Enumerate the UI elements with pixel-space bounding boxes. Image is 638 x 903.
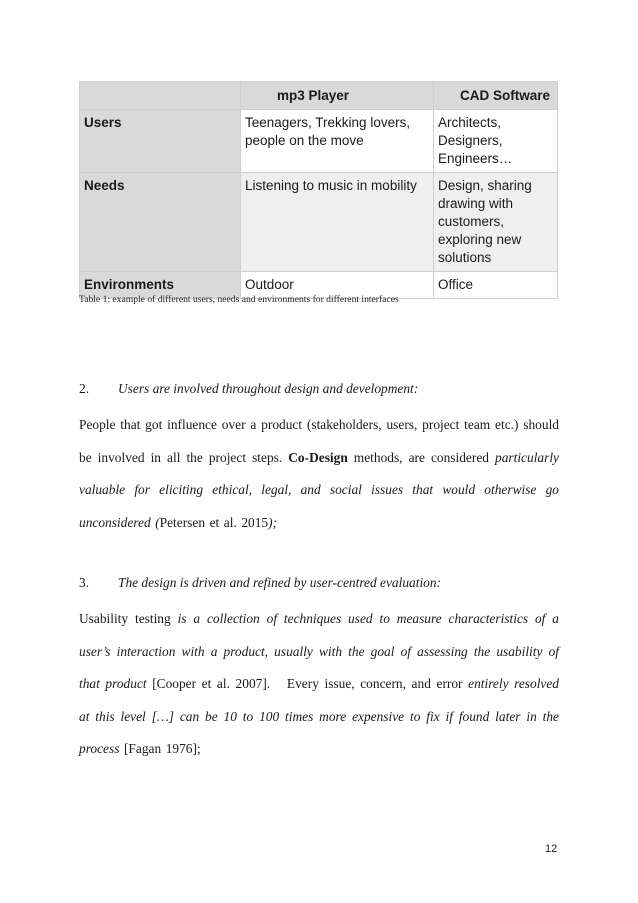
section-3-text-3: [Fagan 1976]; (119, 741, 201, 756)
table-row (80, 173, 558, 272)
table-header-cad: CAD Software (434, 82, 558, 110)
cell-needs-cad: Design, sharing drawing with customers, exploring new solutions (434, 173, 558, 272)
section-2-text-1: People that got influence over a product (stakeholders, users, project team etc.) should be involved in all the project steps. (79, 417, 559, 465)
cell-needs-mp3: Listening to music in mobility (241, 173, 434, 272)
table-header-empty (80, 82, 241, 110)
section-2-citation: Petersen et al. 2015 (159, 514, 269, 530)
cell-users-cad: Architects, Designers, Engineers… (434, 110, 558, 173)
table-header-mp3: mp3 Player (241, 82, 434, 110)
cell-environments-cad: Office (434, 272, 558, 299)
section-2-title: Users are involved throughout design and development: (118, 381, 419, 396)
co-design-term: Co-Design (288, 449, 348, 465)
section-3-number: 3. (79, 575, 90, 590)
cell-environments-mp3: Outdoor (241, 272, 434, 299)
section-2-paragraph (79, 409, 559, 539)
comparison-table (79, 81, 558, 299)
cell-users-mp3: Teenagers, Trekking lovers, people on the move (241, 110, 434, 173)
section-3-text-1: Usability testing (79, 611, 178, 626)
section-3-paragraph (79, 603, 564, 766)
table-row (80, 110, 558, 173)
section-3-italic-2: entirely resolved at this level […] can be 10 to 100 times more expensive to fix if found later in the process (79, 676, 564, 756)
section-2-italic: particularly valuable for eliciting ethical, legal, and social issues that would otherwise go unconsidered ( (79, 449, 559, 530)
section-2-number: 2. (79, 381, 90, 396)
row-label-environments: Environments (80, 272, 241, 299)
section-3-heading (79, 575, 441, 591)
section-2-heading (79, 381, 418, 397)
row-label-needs: Needs (80, 173, 241, 272)
section-3-title: The design is driven and refined by user-centred evaluation: (118, 575, 442, 590)
section-3-italic-1: is a collection of techniques used to measure characteristics of a user’s interaction with a product, usually with the goal of assessing the usability of that product (79, 611, 564, 691)
section-3-text-2: [Cooper et al. 2007]. Every issue, concern, and error (146, 676, 469, 691)
row-label-users: Users (80, 110, 241, 173)
section-2-text-2: methods, are considered (347, 449, 496, 465)
table-caption: Table 1: example of different users, needs and environments for different interfaces (79, 294, 399, 305)
page-number: 12 (545, 843, 558, 855)
table-header-row (80, 82, 558, 110)
section-2-italic-end: ); (268, 514, 278, 530)
